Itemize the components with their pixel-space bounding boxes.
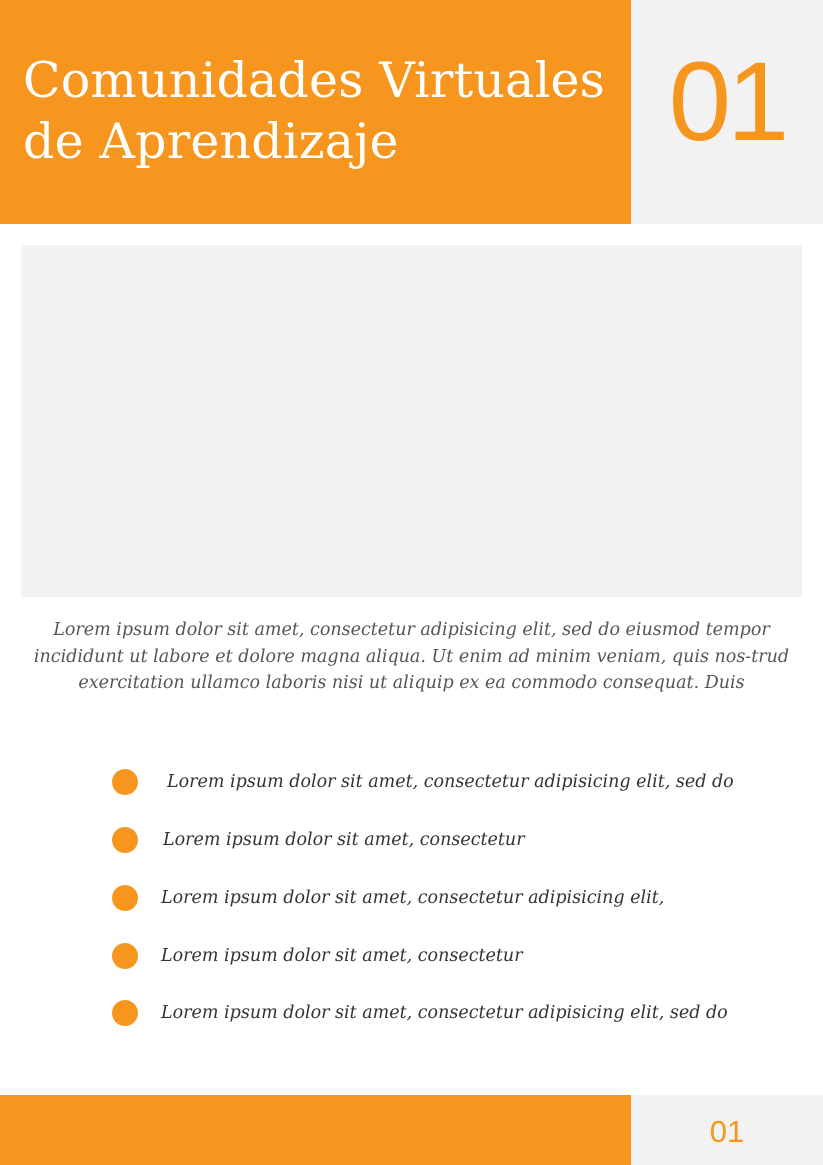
intro-paragraph: Lorem ipsum dolor sit amet, consectetur adipisicing elit, sed do eiusmod tempor incididunt ut labore et dolore magna aliqua. Ut enim ad minim veniam, quis nos-trud exercitation ullamco laboris nisi ut aliquip ex ea commodo consequat. Duis — [33, 620, 790, 693]
page-title-line-2: de Aprendizaje — [23, 113, 399, 170]
bullet-dot-icon — [112, 943, 138, 969]
list-item — [112, 999, 728, 1027]
list-item — [112, 768, 734, 796]
page-number: 01 — [709, 1114, 745, 1149]
list-item-text: Lorem ipsum dolor sit amet, consectetur — [161, 946, 523, 966]
page-title — [23, 50, 605, 172]
list-item — [112, 826, 525, 854]
image-placeholder — [21, 245, 802, 597]
bullet-dot-icon — [112, 769, 138, 795]
bullet-dot-icon — [112, 1000, 138, 1026]
bullet-dot-icon — [112, 885, 138, 911]
chapter-number: 01 — [668, 39, 786, 164]
list-item — [112, 942, 523, 970]
list-item-text: Lorem ipsum dolor sit amet, consectetur adipisicing elit, sed do — [161, 1003, 728, 1023]
bullet-dot-icon — [112, 827, 138, 853]
list-item — [112, 884, 664, 912]
list-item-text: Lorem ipsum dolor sit amet, consectetur — [163, 830, 525, 850]
page-title-line-1: Comunidades Virtuales — [23, 52, 606, 109]
list-item-text: Lorem ipsum dolor sit amet, consectetur adipisicing elit, — [161, 888, 665, 908]
list-item-text: Lorem ipsum dolor sit amet, consectetur adipisicing elit, sed do — [167, 772, 734, 792]
footer-accent-panel — [0, 1095, 631, 1165]
